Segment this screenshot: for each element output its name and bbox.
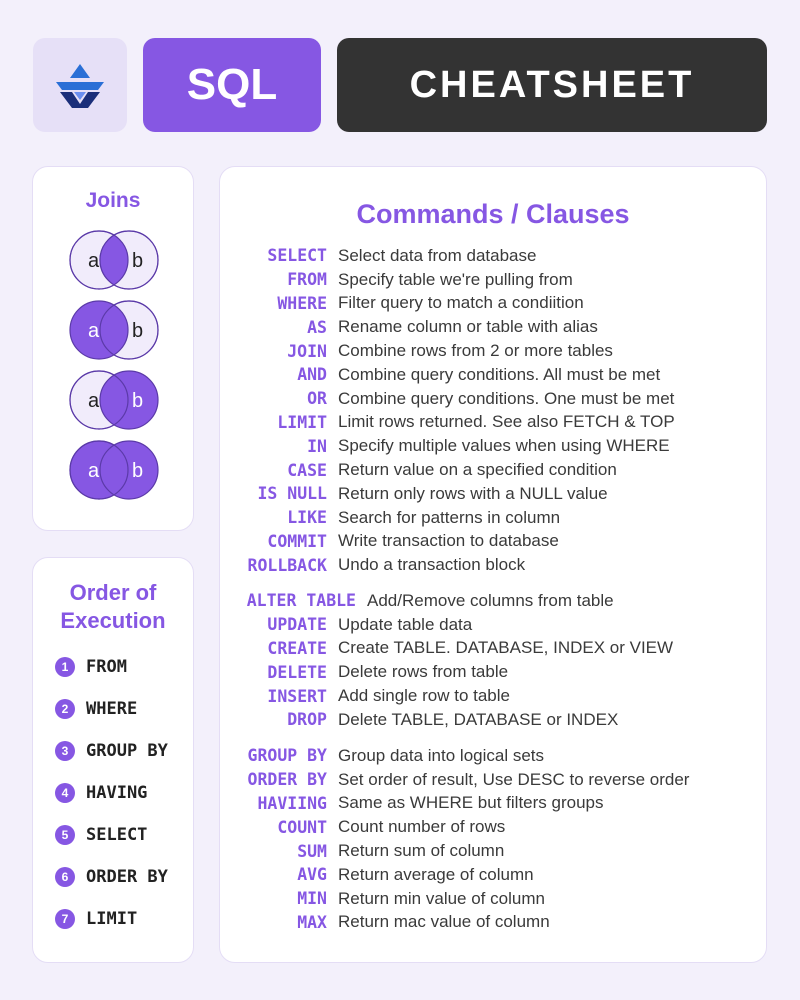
commands-group-table — [220, 589, 768, 732]
command-row — [220, 482, 768, 506]
order-label: WHERE — [86, 699, 138, 719]
command-keyword: HAVIING — [257, 793, 327, 813]
command-row — [220, 434, 768, 458]
order-of-execution-card — [32, 557, 194, 963]
command-description: Undo a transaction block — [338, 555, 526, 575]
command-description: Specify table we're pulling from — [338, 269, 573, 289]
command-description: Same as WHERE but filters groups — [338, 793, 604, 813]
command-description: Set order of result, Use DESC to reverse order — [338, 769, 690, 789]
command-row — [220, 637, 768, 661]
command-keyword: COMMIT — [267, 531, 327, 551]
order-item — [55, 856, 168, 898]
command-row — [220, 613, 768, 637]
command-keyword: DELETE — [267, 662, 327, 682]
order-label: FROM — [86, 657, 127, 677]
right-join-diagram — [68, 369, 160, 431]
command-description: Add/Remove columns from table — [367, 590, 614, 610]
command-keyword: DROP — [287, 710, 327, 730]
command-row — [220, 530, 768, 554]
order-label: ORDER BY — [86, 867, 168, 887]
order-item — [55, 898, 168, 940]
venn-label-b: b — [132, 250, 144, 272]
joins-title: Joins — [85, 189, 141, 212]
order-number-badge: 5 — [55, 825, 75, 845]
command-description: Count number of rows — [338, 817, 506, 837]
command-keyword: GROUP BY — [247, 746, 327, 766]
command-description: Write transaction to database — [338, 531, 559, 551]
command-row — [220, 268, 768, 292]
command-row — [220, 660, 768, 684]
order-number-badge: 6 — [55, 867, 75, 887]
command-keyword: IN — [307, 436, 327, 456]
commands-card — [219, 166, 767, 963]
venn-label-b: b — [132, 390, 144, 412]
command-keyword: OR — [307, 389, 327, 409]
command-description: Combine query conditions. One must be met — [338, 388, 675, 408]
command-row — [220, 792, 768, 816]
commands-group-query — [220, 244, 768, 577]
commands-group-aggregate — [220, 744, 768, 934]
command-keyword: SUM — [297, 841, 327, 861]
command-row — [220, 339, 768, 363]
venn-label-a: a — [88, 390, 100, 412]
command-description: Return value on a specified condition — [338, 460, 617, 480]
logo-box — [33, 38, 127, 132]
order-label: GROUP BY — [86, 741, 168, 761]
command-description: Group data into logical sets — [338, 745, 545, 765]
command-keyword: WHERE — [277, 293, 327, 313]
command-keyword: INSERT — [267, 686, 327, 706]
command-row — [220, 244, 768, 268]
order-item — [55, 688, 168, 730]
command-description: Create TABLE. DATABASE, INDEX or VIEW — [338, 638, 674, 658]
command-description: Return only rows with a NULL value — [338, 483, 608, 503]
command-description: Rename column or table with alias — [338, 317, 598, 337]
order-label: LIMIT — [86, 909, 138, 929]
order-number-badge: 7 — [55, 909, 75, 929]
command-keyword: AND — [297, 365, 327, 385]
order-number-badge: 3 — [55, 741, 75, 761]
command-row — [220, 589, 768, 613]
command-row — [220, 387, 768, 411]
command-description: Search for patterns in column — [338, 507, 561, 527]
command-keyword: UPDATE — [267, 615, 327, 635]
inner-join-diagram — [68, 229, 160, 291]
command-keyword: AS — [307, 317, 327, 337]
command-description: Limit rows returned. See also FETCH & TOP — [338, 412, 675, 432]
command-row — [220, 458, 768, 482]
order-number-badge: 4 — [55, 783, 75, 803]
command-row — [220, 863, 768, 887]
command-row — [220, 411, 768, 435]
command-description: Delete rows from table — [338, 662, 509, 682]
command-row — [220, 887, 768, 911]
command-row — [220, 768, 768, 792]
command-keyword: CASE — [287, 460, 327, 480]
crown-logo-icon — [50, 60, 110, 110]
command-row — [220, 315, 768, 339]
commands-title: Commands / Clauses — [356, 199, 630, 229]
order-number-badge: 1 — [55, 657, 75, 677]
command-keyword: FROM — [287, 270, 327, 290]
command-row — [220, 553, 768, 577]
sql-title-box — [143, 38, 321, 132]
order-label: SELECT — [86, 825, 148, 845]
command-description: Return min value of column — [338, 888, 545, 908]
venn-label-a: a — [88, 320, 100, 342]
command-row — [220, 744, 768, 768]
command-row — [220, 684, 768, 708]
order-label: HAVING — [86, 783, 148, 803]
command-keyword: SELECT — [267, 246, 327, 266]
command-keyword: ROLLBACK — [247, 555, 327, 575]
command-row — [220, 815, 768, 839]
command-keyword: MIN — [297, 889, 327, 909]
command-description: Select data from database — [338, 245, 537, 265]
command-keyword: CREATE — [267, 638, 327, 658]
command-description: Delete TABLE, DATABASE or INDEX — [338, 709, 619, 729]
order-item — [55, 814, 168, 856]
command-description: Combine query conditions. All must be met — [338, 364, 661, 384]
command-row — [220, 708, 768, 732]
command-keyword: ORDER BY — [247, 770, 327, 790]
command-description: Add single row to table — [338, 686, 510, 706]
order-list — [55, 646, 168, 940]
command-row — [220, 839, 768, 863]
command-keyword: IS NULL — [257, 484, 327, 504]
left-join-diagram — [68, 299, 160, 361]
command-description: Combine rows from 2 or more tables — [338, 341, 613, 361]
command-keyword: COUNT — [277, 817, 327, 837]
command-description: Update table data — [338, 614, 473, 634]
command-description: Return mac value of column — [338, 912, 550, 932]
order-item — [55, 772, 168, 814]
command-keyword: MAX — [297, 912, 327, 932]
command-row — [220, 506, 768, 530]
command-row — [220, 292, 768, 316]
command-description: Specify multiple values when using WHERE — [338, 436, 670, 456]
order-title: Order of Execution — [60, 580, 166, 633]
command-description: Return average of column — [338, 864, 534, 884]
command-row — [220, 363, 768, 387]
venn-label-a: a — [88, 460, 100, 482]
order-number-badge: 2 — [55, 699, 75, 719]
command-keyword: LIKE — [287, 508, 327, 528]
command-keyword: JOIN — [287, 341, 327, 361]
command-description: Return sum of column — [338, 841, 505, 861]
command-description: Filter query to match a condiition — [338, 293, 584, 313]
sql-label: SQL — [186, 60, 278, 109]
venn-label-b: b — [132, 460, 144, 482]
cheatsheet-title-box — [337, 38, 767, 132]
venn-label-b: b — [132, 320, 144, 342]
command-keyword: AVG — [297, 865, 327, 885]
command-keyword: LIMIT — [277, 412, 327, 432]
command-keyword: ALTER TABLE — [246, 591, 356, 611]
command-row — [220, 911, 768, 935]
cheatsheet-label: CHEATSHEET — [409, 63, 695, 106]
venn-list — [68, 229, 160, 509]
order-item — [55, 730, 168, 772]
order-item — [55, 646, 168, 688]
venn-label-a: a — [88, 250, 100, 272]
full-join-diagram — [68, 439, 160, 501]
joins-card — [32, 166, 194, 531]
